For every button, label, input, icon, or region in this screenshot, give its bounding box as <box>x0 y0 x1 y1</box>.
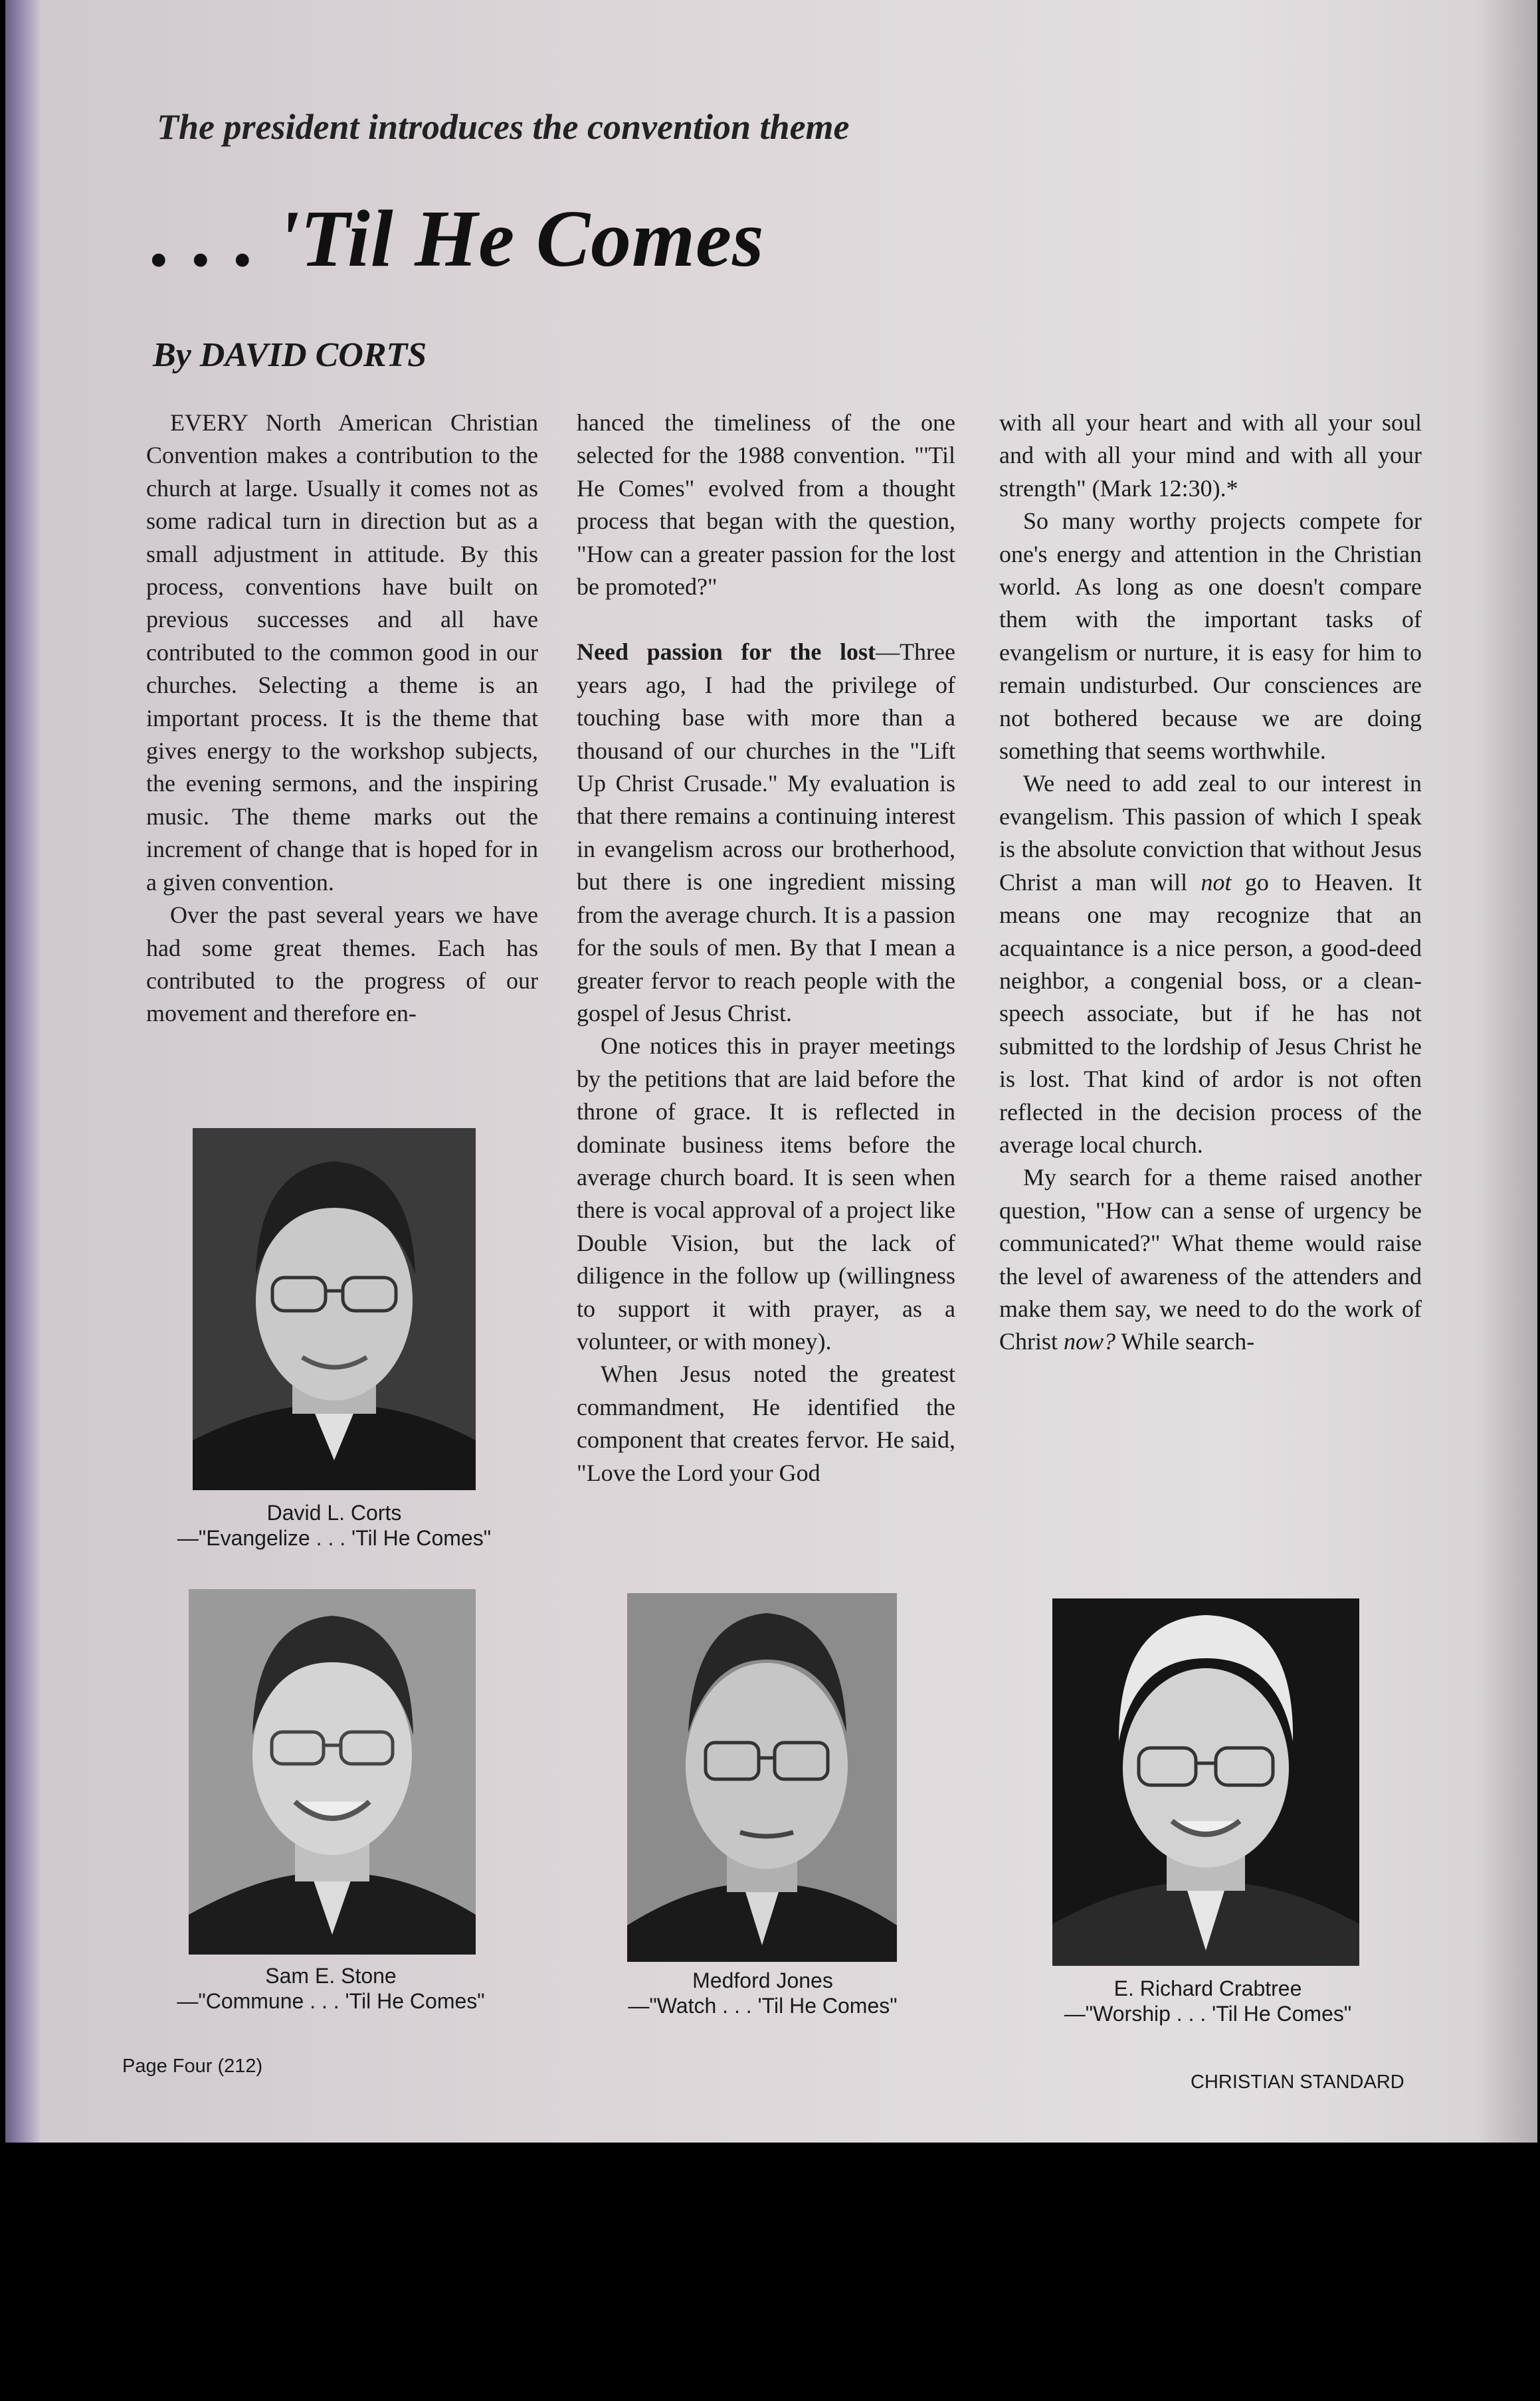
paragraph: My search for a theme raised another question, "How can a sense of urgency be communicated?" What theme would raise the level of awareness of the attenders and make them say, we need to do the work of Christ now? While search- <box>999 1164 1422 1355</box>
page-number: Page Four (212) <box>122 2056 263 2077</box>
caption-theme: —"Worship . . . 'Til He Comes" <box>1064 2002 1352 2026</box>
text-column-1 <box>146 407 538 1030</box>
caption-name: Medford Jones <box>692 1969 833 1992</box>
paragraph: EVERY North American Christian Convention makes a contribution to the church at large. Usually it comes not as some radical turn in direction but as a small adjustment in attitude. By this process, conventions have built on previous successes and all have contributed to the common good in our churches. Selecting a theme is an important process. It is the theme that gives energy to the workshop subjects, the evening sermons, and the inspiring music. The theme marks out the increment of change that is hoped for in a given convention. <box>146 409 538 896</box>
paragraph: with all your heart and with all your soul and with all your mind and with all your strength" (Mark 12:30).* <box>999 409 1422 502</box>
caption-theme: —"Commune . . . 'Til He Comes" <box>177 1989 485 2013</box>
caption-theme: —"Evangelize . . . 'Til He Comes" <box>177 1526 492 1550</box>
section-heading: Need passion for the lost <box>577 638 876 666</box>
portrait-photo <box>193 1128 476 1490</box>
article-kicker: The president introduces the convention theme <box>157 107 850 147</box>
text-column-3 <box>999 407 1422 1359</box>
publication-name: CHRISTIAN STANDARD <box>1191 2071 1404 2093</box>
portrait-photo <box>189 1589 476 1955</box>
paragraph: Over the past several years we have had some great themes. Each has contributed to the progress of our movement and therefore en- <box>146 902 538 1027</box>
magazine-page <box>5 0 1537 2143</box>
paragraph: hanced the timeliness of the one selected for the 1988 convention. "'Til He Comes" evolved from a thought process that began with the question, "How can a greater passion for the lost be promoted?" <box>577 409 955 601</box>
portrait-photo <box>1052 1598 1359 1966</box>
paragraph: Need passion for the lost—Three years ago, I had the privilege of touching base with more than a thousand of our churches in the "Lift Up Christ Crusade." My evaluation is that there remains a continuing interest in evangelism across our brotherhood, but there is one ingredient missing from the average church. It is a passion for the souls of men. By that I mean a greater fervor to reach people with the gospel of Jesus Christ. <box>577 638 955 1026</box>
photo-caption <box>151 1963 510 2014</box>
article-byline: By DAVID CORTS <box>153 336 427 374</box>
caption-name: David L. Corts <box>266 1501 402 1525</box>
paragraph: When Jesus noted the greatest commandment, He identified the component that creates fervor. He said, "Love the Lord your God <box>577 1361 955 1486</box>
caption-name: Sam E. Stone <box>265 1964 397 1988</box>
binding-edge <box>5 0 40 2143</box>
paragraph: So many worthy projects compete for one's energy and attention in the Christian world. As long as one doesn't compare them with the important tasks of evangelism or nurture, it is easy for him to remain undisturbed. Our consciences are not bothered because we are doing something that seems worthwhile. <box>999 508 1422 765</box>
photo-caption <box>590 1968 935 2018</box>
caption-name: E. Richard Crabtree <box>1113 1976 1302 2000</box>
article-title: . . . 'Til He Comes <box>151 194 765 284</box>
photo-caption <box>158 1500 510 1551</box>
paragraph: One notices this in prayer meetings by the petitions that are laid before the throne of grace. It is reflected in dominate business items before the average church board. It is seen when there is vocal approval of a project like Double Vision, but the lack of diligence in the follow up (willingness to support it with prayer, as a volunteer, or with money). <box>577 1032 955 1355</box>
text-column-2 <box>577 407 955 1489</box>
caption-theme: —"Watch . . . 'Til He Comes" <box>628 1994 898 2018</box>
page-shadow <box>1478 0 1537 2143</box>
photo-caption <box>1028 1976 1387 2026</box>
paragraph: We need to add zeal to our interest in evangelism. This passion of which I speak is the absolute conviction that without Jesus Christ a man will not go to Heaven. It means one may recognize that an acquaintance is a nice person, a good-deed neighbor, a congenial boss, or a clean-speech associate, but if he has not submitted to the lordship of Jesus Christ he is lost. That kind of ardor is not often reflected in the decision process of the average local church. <box>999 770 1422 1158</box>
portrait-photo <box>627 1593 897 1962</box>
